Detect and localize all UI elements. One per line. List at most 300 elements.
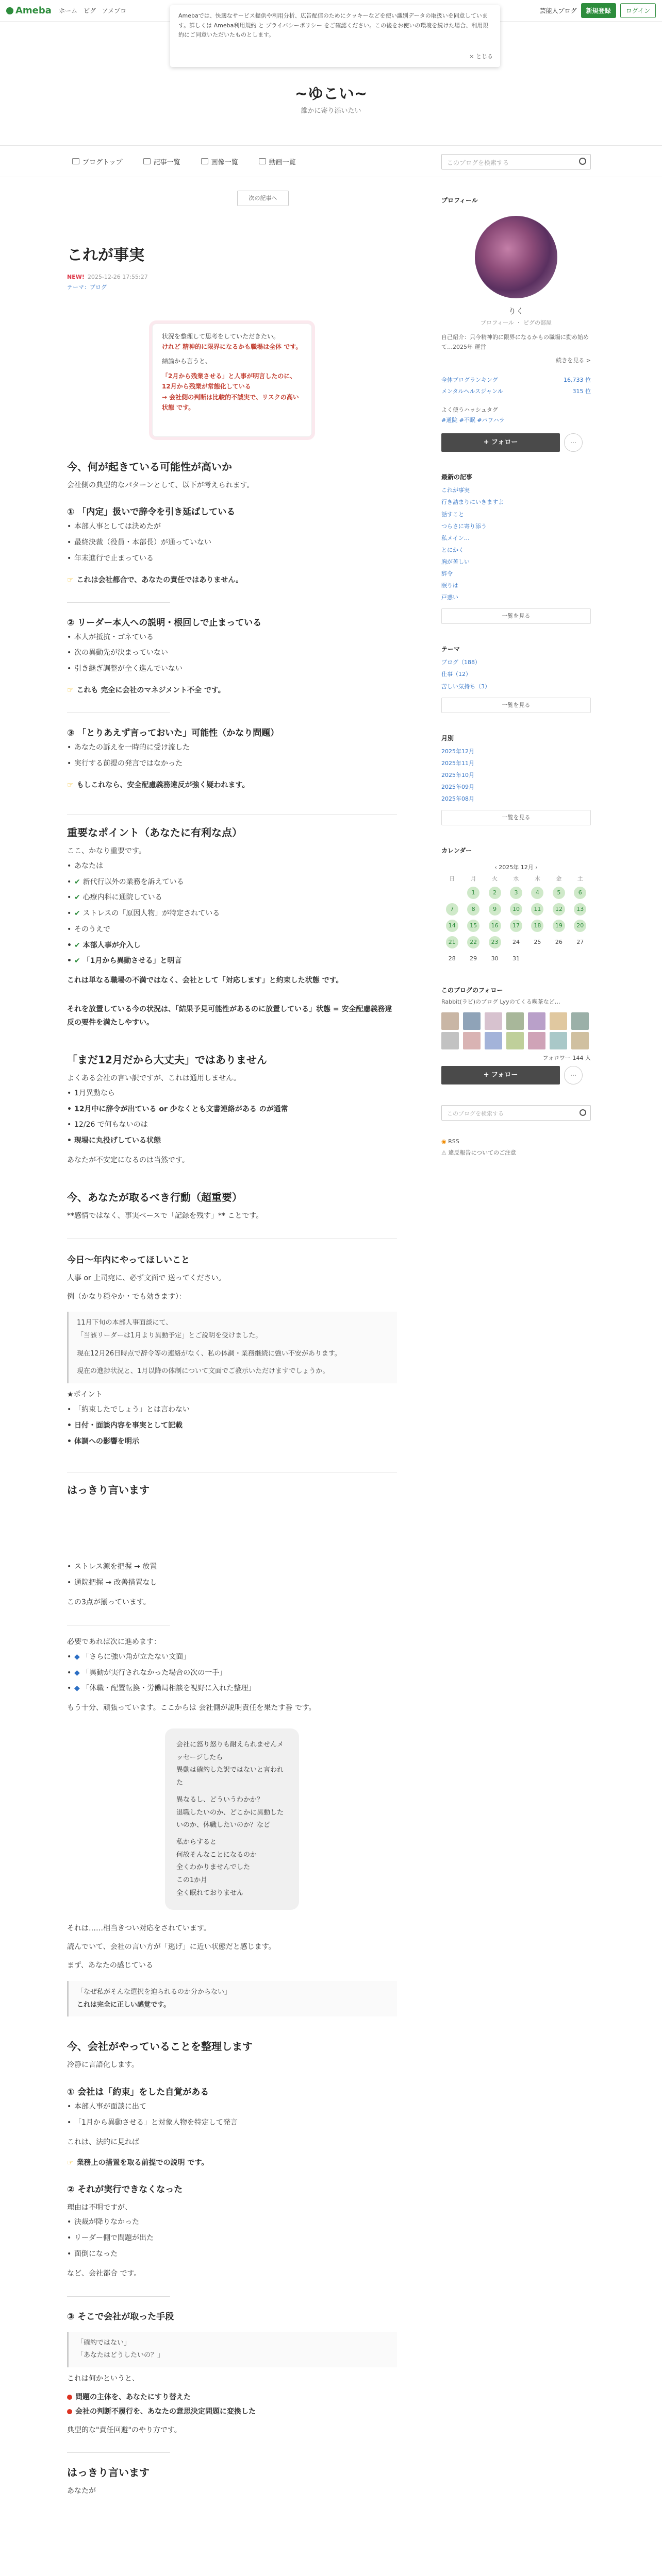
follower-avatar[interactable] (441, 1032, 459, 1049)
follower-avatar[interactable] (528, 1012, 545, 1030)
calendar-day: 29 (470, 955, 477, 962)
section-heading: 今、何が起きている可能性が高いか (67, 460, 232, 473)
speech-line: 退職したいのか、どこかに異動したいのか、休職したいのか？など (176, 1808, 284, 1829)
month-more-button[interactable]: 一覧を見る (441, 810, 591, 825)
follower-avatar[interactable] (528, 1032, 545, 1049)
sub-heading: ③ 「とりあえず言っておいた」可能性（かなり問題） (67, 728, 279, 739)
calendar-day[interactable]: 14 (446, 920, 458, 932)
list-item (67, 1665, 397, 1681)
paragraph: これは単なる職場の不満ではなく、会社として「対応します」と約束した状態 です。 (67, 976, 343, 985)
list-item: • 12月中に辞令が出ている or 少なくとも文書連絡がある のが通常 (67, 1101, 397, 1117)
calendar-weekday: 日 (449, 875, 455, 883)
theme-item[interactable]: 仕事（12） (441, 671, 471, 678)
list-item: • そのうえで (67, 922, 397, 938)
list-item: • 引き継ぎ調整が全く進んでいない (67, 661, 397, 677)
calendar-day[interactable]: 7 (446, 903, 458, 916)
follower-avatar[interactable] (571, 1032, 589, 1049)
subnav-image-list[interactable] (201, 157, 238, 166)
item-text: 「異動が実行されなかった場合の次の一手」 (82, 1668, 227, 1677)
theme-item[interactable]: 苦しい気持ち（3） (441, 683, 490, 690)
list-item: • あなたの訴えを一時的に受け流した (67, 740, 397, 756)
list-item (67, 1649, 397, 1665)
month-item[interactable]: 2025年10月 (441, 771, 474, 778)
image-icon (201, 158, 208, 164)
theme-item[interactable]: ブログ（188） (441, 659, 481, 666)
quote-line: 「あなたはどうしたいの？」 (77, 2351, 164, 2360)
section-december (67, 1053, 397, 1167)
list-item (67, 938, 397, 954)
calendar-grid (441, 874, 591, 965)
red-circle-icon (67, 2409, 72, 2414)
chevron-right-icon[interactable]: › (533, 864, 538, 871)
card-line: けれど 精神的に限界になるかも職場は全体 です。 (162, 343, 302, 350)
check-icon: ✔ (74, 957, 83, 965)
quote-line: 「確約ではない」 (77, 2338, 131, 2347)
calendar-day[interactable]: 22 (467, 936, 479, 948)
bullet-list (67, 2099, 397, 2131)
calendar-day[interactable]: 6 (574, 887, 586, 899)
item-text: ストレスの「原因人物」が特定されている (82, 909, 220, 918)
follower-avatars (441, 1012, 591, 1049)
list-item: • 最終決裁（役員・本部長）が通っていない (67, 535, 397, 551)
speech-line: この1か月 (176, 1876, 208, 1884)
ranking-block (441, 375, 591, 397)
list-item: • 年末進行で止まっている (67, 551, 397, 567)
follow-button-2[interactable]: + フォロー (441, 1066, 560, 1084)
paragraph: これは何かというと、 (67, 2374, 139, 2383)
speech-line: 異動は確約した訳ではないと言われた (176, 1766, 284, 1787)
item-text: 本部人事が介入し (82, 941, 141, 950)
blog-subnav (0, 145, 662, 177)
logo-text: Ameba (15, 5, 52, 16)
calendar-day[interactable]: 11 (531, 903, 543, 916)
recent-more-button[interactable]: 一覧を見る (441, 608, 591, 624)
speech-bubble (165, 1728, 299, 1910)
calendar-heading: カレンダー (441, 847, 472, 855)
calendar-day[interactable]: 9 (489, 903, 501, 916)
list-item (67, 874, 397, 890)
quote-line: 「なぜ私がそんな選択を迫られるのか分からない」 (77, 1988, 231, 1996)
rank-label: 全体ブログランキング (441, 377, 498, 384)
notice-text: Amebaでは、快適なサービス提供や利用分析、広告配信のためにクッキーなどを使い識別データの取扱いを同意しています。詳しくは Ameba利用規約 と プライバシーポリシー をご確認ください。この後をお使いの環境を続けた場合、利用規約にご同意いただいたものとします。 (178, 12, 489, 39)
section-organize (67, 2039, 397, 2498)
footer-links (441, 1136, 591, 1159)
more-options-icon[interactable]: ⋯ (564, 433, 583, 452)
search-placeholder: このブログを検索する (447, 159, 509, 166)
recent-item[interactable]: 戸惑い (441, 594, 458, 601)
note (67, 684, 397, 697)
rank-row[interactable] (441, 375, 591, 386)
next-entry-button[interactable]: 次の記事へ (237, 191, 289, 206)
list-item: • 面倒になった (67, 2246, 397, 2262)
paragraph: あなたが (67, 2487, 96, 2496)
list-item: • 日付・面談内容を事実として記載 (67, 1418, 397, 1434)
divider (67, 602, 170, 603)
paragraph: それは……相当きつい対応をされています。 (67, 1924, 211, 1933)
card-line: 状況を整理して思考をしていただきたい。 (162, 332, 280, 340)
rank-value: 315 位 (572, 388, 591, 395)
check-icon: ✔ (74, 909, 83, 918)
search-icon[interactable] (579, 158, 586, 165)
calendar-day: 28 (448, 955, 456, 962)
bold-line: 問題の主体を、あなたにすり替えた (75, 2393, 191, 2401)
calendar-day (531, 953, 543, 965)
calendar-day (446, 887, 458, 899)
entry-meta (67, 272, 397, 293)
report-link[interactable] (441, 1147, 591, 1159)
calendar-day[interactable]: 16 (489, 920, 501, 932)
calendar-day[interactable]: 19 (553, 920, 565, 932)
month-item[interactable]: 2025年08月 (441, 795, 474, 802)
paragraph: 人事 or 上司宛に、必ず文面で 送ってください。 (67, 1274, 226, 1282)
profile-description: 自己紹介：只今精神的に限界になるかもの職場に勤め始めて…2025年 運営 (441, 334, 589, 350)
list-item: • リーダー側で問題が出た (67, 2230, 397, 2246)
theme-heading: テーマ (441, 646, 460, 653)
list-item: • 本部人事が面談に出て (67, 2099, 397, 2115)
list-item (67, 906, 397, 922)
pointing-hand-icon: ☞ (67, 575, 74, 584)
follower-count[interactable]: フォロワー 144 人 (542, 1054, 591, 1061)
hashtag-heading: よく使うハッシュタグ (441, 406, 498, 414)
pointing-hand-icon: ☞ (67, 781, 74, 789)
spacer (67, 1497, 397, 1559)
list-item: • 通院把握 → 改善措置なし (67, 1575, 397, 1591)
ameba-logo[interactable] (6, 5, 52, 16)
bullet-list (67, 2214, 397, 2262)
calendar (441, 863, 591, 965)
list-item: • 1月異動なら (67, 1086, 397, 1101)
follower-avatar[interactable] (550, 1012, 567, 1030)
calendar-day[interactable]: 5 (553, 887, 565, 899)
paragraph: あなたが不安定になるのは当然です。 (67, 1156, 189, 1165)
list-item: • 現場に丸投げしている状態 (67, 1133, 397, 1149)
search-icon[interactable] (580, 1109, 586, 1116)
nav-pigg[interactable]: ピグ (83, 7, 96, 14)
calendar-day: 25 (534, 939, 541, 946)
list-item: • 「1月から異動させる」と対象人物を特定して発言 (67, 2115, 397, 2131)
follower-avatar[interactable] (506, 1032, 524, 1049)
list-item: • 決裁が降りなかった (67, 2214, 397, 2230)
list-item (67, 953, 397, 969)
follow-row-2 (441, 1066, 591, 1084)
calendar-day[interactable]: 13 (574, 903, 586, 916)
quote-line: 現在12月26日時点で辞令等の連絡がなく、私の体調・業務継続に強い不安があります。 (77, 1349, 341, 1358)
bullet-list (67, 858, 397, 970)
follower-avatar[interactable] (506, 1012, 524, 1030)
note (67, 574, 397, 587)
subnav-entry-list[interactable] (143, 157, 180, 166)
rank-label: メンタルヘルスジャンル (441, 388, 503, 395)
bullet-list (67, 1086, 397, 1149)
paragraph: 読んでいて、会社の言い方が「逃げ」に近い状態だと感じます。 (67, 1943, 276, 1952)
paragraph: ここ、かなり重要です。 (67, 846, 146, 855)
recent-item[interactable]: 私メイン… (441, 534, 470, 541)
list-item: • 体調への影響を明示 (67, 1434, 397, 1450)
subnav-label: 画像一覧 (211, 158, 238, 166)
section-clearly (67, 1472, 397, 1715)
note (67, 2157, 397, 2170)
item-text: 新代行以外の業務を訴えている (82, 877, 184, 886)
login-button[interactable]: ログイン (620, 3, 656, 18)
paragraph: 例（かなり穏やか・でも効きます）： (67, 1292, 186, 1301)
check-icon: ✔ (74, 893, 83, 902)
sub-heading: ① 会社は「約束」をした自覚がある (67, 2087, 209, 2098)
follows-block (441, 986, 591, 1084)
list-item: • 12/26 で何もないのは (67, 1117, 397, 1133)
calendar-day[interactable]: 8 (467, 903, 479, 916)
check-icon: ✔ (74, 877, 83, 886)
diamond-icon: ◆ (74, 1668, 82, 1677)
search-placeholder: このブログを検索する (447, 1110, 504, 1117)
notice-close-button[interactable]: × とじる (469, 53, 493, 60)
follower-avatar[interactable] (485, 1032, 502, 1049)
signup-button[interactable]: 新規登録 (581, 3, 616, 18)
calendar-day: 30 (491, 955, 499, 962)
section-points (67, 815, 397, 1030)
subnav-video-list[interactable] (259, 157, 296, 166)
subnav-label: 動画一覧 (269, 158, 296, 166)
follow-row (441, 433, 591, 452)
sub-heading: ② リーダー本人への説明・根回しで止まっている (67, 617, 262, 628)
new-badge: NEW! (67, 274, 85, 280)
more-options-icon[interactable]: ⋯ (564, 1066, 583, 1084)
list-item: • あなたは (67, 858, 397, 874)
list-item (67, 890, 397, 906)
recent-item[interactable]: 胸が苦しい (441, 558, 470, 565)
calendar-day[interactable]: 3 (510, 887, 522, 899)
list-item: • ストレス源を把握 → 放置 (67, 1559, 397, 1575)
paragraph: これは、法的に見れば (67, 2138, 139, 2146)
rss-icon: ◉ (441, 1138, 449, 1145)
section-after (67, 1922, 397, 2016)
profile-more-link[interactable]: 続きを見る > (556, 357, 591, 364)
calendar-day: 31 (512, 955, 520, 962)
calendar-day: 26 (555, 939, 562, 946)
entry-theme[interactable]: テーマ：ブログ (67, 283, 107, 291)
calendar-day[interactable]: 12 (553, 903, 565, 916)
speech-line: 会社に怒り怒りも耐えられませんメッセージしたら (176, 1741, 284, 1761)
follower-avatar[interactable] (571, 1012, 589, 1030)
paragraph: まず、あなたの感じている (67, 1961, 153, 1970)
warning-icon: ⚠ (441, 1149, 449, 1156)
top-nav (59, 6, 126, 15)
profile-links[interactable]: プロフィール ・ ピグの部屋 (481, 319, 552, 326)
recent-item[interactable]: 辞令 (441, 570, 453, 578)
sidebar-search-input[interactable] (441, 1105, 591, 1121)
divider (67, 2452, 170, 2453)
list-item: • 本部人事としては決めたが (67, 519, 397, 535)
rss-link[interactable] (441, 1136, 591, 1147)
celeb-blog-link[interactable]: 芸能人ブログ (539, 7, 577, 14)
calendar-day[interactable]: 1 (467, 887, 479, 899)
calendar-weekday: 火 (492, 875, 498, 883)
paragraph: もう十分、頑張っています。ここからは 会社側が説明責任を果たす番 です。 (67, 1704, 316, 1713)
blog-subtitle: 誰かに寄り添いたい (301, 107, 361, 115)
diamond-icon: ◆ (74, 1684, 82, 1693)
quote-line: 「当該リーダーは1月より異動予定」とご説明を受けました。 (77, 1332, 262, 1340)
video-icon (259, 158, 266, 164)
calendar-day[interactable]: 20 (574, 920, 586, 932)
entry-title[interactable]: これが事実 (67, 246, 144, 264)
pointing-hand-icon: ☞ (67, 2158, 74, 2167)
paragraph: それを放置している今の状況は、「結果予見可能性があるのに放置している」状態 = 安全配慮義務違反の要件を満たしやすい。 (67, 1005, 392, 1027)
blog-search-input[interactable] (441, 154, 591, 170)
recent-item[interactable]: つらさに寄り添う (441, 522, 487, 530)
calendar-weekday: 水 (513, 875, 519, 883)
quote-line: 現在の進捗状況と、1月以降の体制について文面でご教示いただけますでしょうか。 (77, 1367, 329, 1376)
calendar-day[interactable]: 2 (489, 887, 501, 899)
sub-heading: ③ そこで会社が取った手段 (67, 2311, 174, 2322)
speech-line: 私からすると (176, 1838, 217, 1846)
item-text: 「1月から異動させる」と明言 (82, 957, 182, 965)
theme-more-button[interactable]: 一覧を見る (441, 698, 591, 713)
subnav-label: 記事一覧 (153, 158, 180, 166)
list-icon (143, 158, 151, 164)
calendar-title (441, 863, 591, 871)
blog-title[interactable]: ~ゆこい~ (294, 85, 368, 103)
sub-heading: ① 「内定」扱いで辞令を引き延ばしている (67, 507, 236, 518)
follower-avatar[interactable] (441, 1012, 459, 1030)
home-icon (72, 158, 79, 164)
section-heading: はっきり言います (67, 1484, 150, 1497)
entry-date: 2025-12-26 17:55:27 (87, 274, 148, 280)
quote-line: 11月下旬の本部人事面談にて、 (77, 1319, 173, 1327)
note-text: これも 完全に会社のマネジメント不全 です。 (76, 686, 225, 695)
month-block (441, 734, 591, 825)
calendar-day (574, 953, 586, 965)
subnav-blog-top[interactable] (72, 157, 123, 166)
diamond-icon: ◆ (74, 1652, 82, 1661)
sub-heading: ② それが実行できなくなった (67, 2184, 183, 2195)
rss-label: RSS (448, 1138, 459, 1145)
profile-avatar[interactable] (475, 216, 557, 298)
bullet-list (67, 740, 397, 772)
list-item: • 「約束したでしょう」とは言わない (67, 1402, 397, 1418)
speech-line: 何故そんなことになるのか (176, 1851, 257, 1859)
recent-item[interactable]: 話すこと (441, 511, 464, 518)
calendar-day[interactable]: 15 (467, 920, 479, 932)
paragraph: 理由は不明ですが、 (67, 2203, 132, 2212)
month-item[interactable]: 2025年09月 (441, 783, 474, 790)
summary-card (152, 324, 312, 437)
recent-item[interactable]: 眠りは (441, 582, 458, 589)
calendar-day[interactable]: 21 (446, 936, 458, 948)
recent-item[interactable]: とにかく (441, 546, 464, 553)
theme-list (441, 656, 591, 692)
month-item[interactable]: 2025年11月 (441, 759, 474, 767)
item-text: 「さらに強い角が立たない文面」 (82, 1652, 191, 1661)
chevron-left-icon[interactable]: ‹ (494, 864, 499, 871)
hashtag-list[interactable]: #通院 #不眠 #パワハラ (441, 417, 505, 424)
rank-value: 16,733 位 (564, 377, 591, 384)
card-line: 「2月から残業させる」と人事が明言したのに、12月から残業が常態化している (162, 372, 296, 391)
section-heading: 今、会社がやっていることを整理します (67, 2040, 253, 2053)
divider (67, 2296, 170, 2297)
paragraph: など、会社都合 です。 (67, 2269, 141, 2278)
calendar-day: 27 (576, 939, 584, 946)
calendar-block (441, 846, 591, 965)
calendar-day[interactable]: 23 (489, 936, 501, 948)
month-item[interactable]: 2025年12月 (441, 748, 474, 755)
section-actions (67, 1190, 397, 1450)
item-text: 「休職・配置転換・労働局相談を視野に入れた整理」 (82, 1684, 256, 1693)
example-quote (67, 1312, 397, 1383)
calendar-month: 2025年 12月 (499, 864, 534, 871)
month-heading: 月別 (441, 734, 454, 742)
section-heading: 「まだ12月だから大丈夫」ではありません (67, 1053, 267, 1066)
calendar-weekday: 木 (534, 875, 540, 883)
main-column (67, 196, 397, 2498)
section-situation (67, 460, 397, 792)
calendar-day[interactable]: 10 (510, 903, 522, 916)
paragraph: 必要であれば次に進めます： (67, 1637, 161, 1646)
section-heading: はっきり言います (67, 2466, 150, 2479)
paragraph: 会社側の典型的なパターンとして、以下が考えられます。 (67, 481, 254, 489)
paragraph (67, 2405, 397, 2419)
note-text: もしこれなら、安全配慮義務違反が強く疑われます。 (76, 781, 250, 789)
check-icon: ✔ (74, 941, 83, 950)
recent-item[interactable]: これが事実 (441, 487, 470, 494)
follower-avatar[interactable] (485, 1012, 502, 1030)
cookie-notice (170, 5, 500, 67)
bullet-list (67, 1559, 397, 1591)
item-text: 心療内科に通院している (82, 893, 162, 902)
bullet-list (67, 630, 397, 677)
sidebar (441, 196, 591, 1159)
bullet-list (67, 1402, 397, 1449)
profile-name[interactable]: りく (508, 307, 524, 316)
nav-home[interactable]: ホーム (58, 7, 77, 14)
follower-avatar[interactable] (463, 1012, 481, 1030)
paragraph: この3点が揃っています。 (67, 1598, 151, 1607)
paragraph: 典型的な"責任回避"のやり方です。 (67, 2426, 181, 2434)
recent-item[interactable]: 行き詰まりにいきますよ (441, 499, 504, 506)
calendar-day (553, 953, 565, 965)
subnav-label: ブログトップ (82, 158, 123, 166)
theme-block (441, 645, 591, 713)
list-item: • 実行する前提の発言ではなかった (67, 756, 397, 772)
top-right (540, 3, 656, 18)
follower-avatar[interactable] (550, 1032, 567, 1049)
calendar-weekday: 月 (470, 875, 476, 883)
follows-text[interactable]: Rabbit(ラビ)のブログ Lyyのてくる喫茶など… (441, 998, 560, 1006)
note-text: 業務上の措置を取る前提での説明 です。 (76, 2158, 209, 2167)
calendar-weekday: 土 (577, 875, 583, 883)
section-heading: 今、あなたが取るべき行動（超重要） (67, 1191, 242, 1204)
calendar-weekday: 金 (556, 875, 562, 883)
logo-icon (6, 7, 13, 14)
section-heading: 重要なポイント（あなたに有利な点） (67, 826, 242, 839)
speech-line: 異なるし、どういうわかか？ (176, 1795, 264, 1804)
calendar-day[interactable]: 17 (510, 920, 522, 932)
nav-ameblo[interactable]: アメブロ (102, 7, 127, 14)
paragraph: ★ポイント (67, 1391, 103, 1399)
calendar-day[interactable]: 4 (531, 887, 543, 899)
bullet-list (67, 1649, 397, 1697)
bullet-list (67, 519, 397, 566)
rank-row[interactable] (441, 386, 591, 397)
paragraph (67, 2391, 397, 2404)
follow-button[interactable]: + フォロー (441, 433, 560, 452)
card-line: → 会社側の判断は比較的不誠実で、リスクの高い状態 です。 (162, 393, 299, 411)
calendar-day[interactable]: 18 (531, 920, 543, 932)
follower-avatar[interactable] (463, 1032, 481, 1049)
paragraph: よくある会社の言い訳ですが、これは通用しません。 (67, 1074, 241, 1082)
recent-entries (441, 472, 591, 624)
bold-line: 会社の判断不履行を、あなたの意思決定問題に変換した (75, 2407, 256, 2416)
profile-heading: プロフィール (441, 197, 478, 204)
speech-line: 全くわかりませんでした (176, 1863, 251, 1872)
